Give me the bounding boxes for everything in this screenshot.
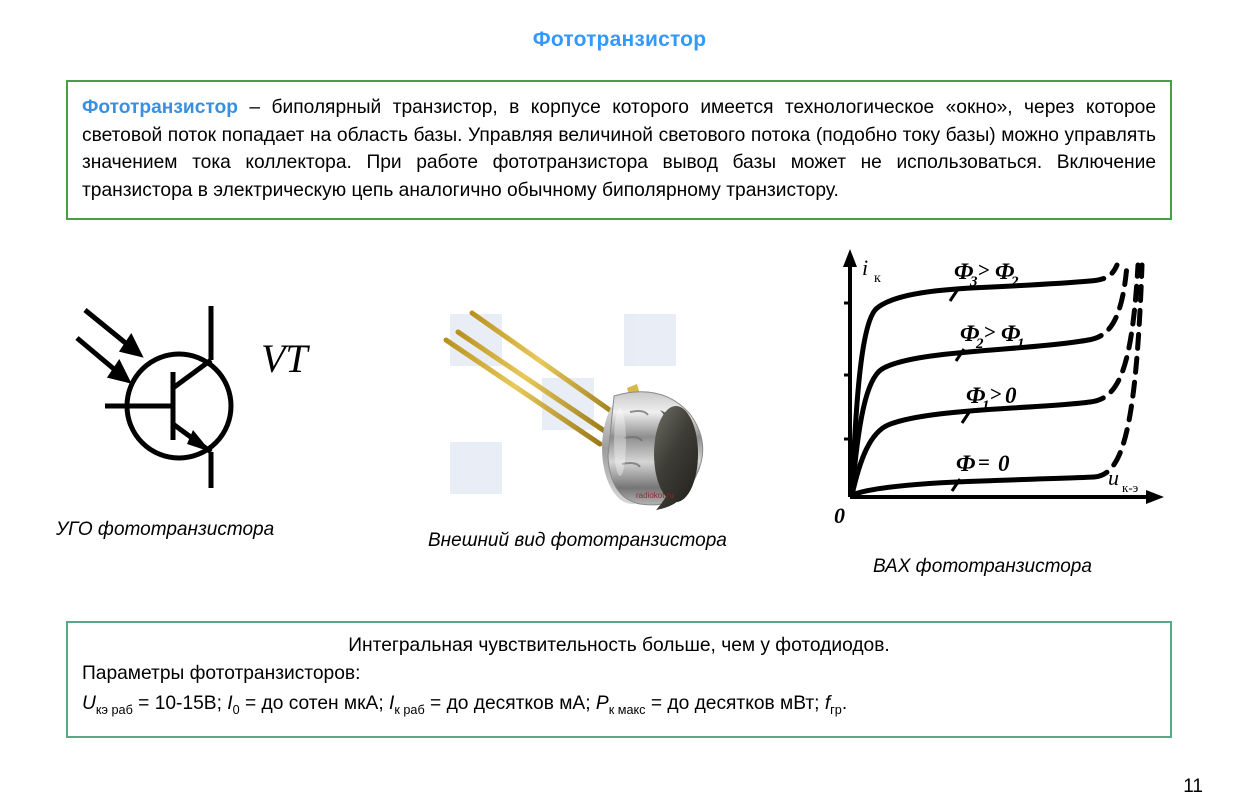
svg-text:0: 0: [1005, 383, 1017, 408]
param-p-subscript: к макс: [608, 702, 646, 717]
ugo-symbol-figure: [75, 288, 335, 493]
param-ik-subscript: к раб: [394, 702, 425, 717]
svg-text:к: к: [874, 271, 881, 286]
param-f-value: .: [841, 693, 848, 714]
param-i0-subscript: 0: [232, 702, 240, 717]
annotation-phi0: [956, 450, 1010, 476]
collector-slant: [173, 360, 211, 388]
svg-text:u: u: [1108, 465, 1119, 490]
param-f-symbol: f: [824, 693, 831, 714]
param-u-symbol: U: [82, 693, 96, 714]
definition-body: – биполярный транзистор, в корпусе которого имеется технологическое «окно», через которое световой поток попадает на область базы. Управляя величиной светового потока (подобно току базы) можно управлять значением тока коллектора. При работе фототранзистора вывод базы может не использоваться. Включение транзистора в электрическую цепь аналогично обычному биполярному транзистору.: [82, 97, 1156, 201]
page-number: 11: [1183, 776, 1203, 797]
y-axis-arrow: [843, 249, 857, 267]
param-u-value: = 10-15В;: [132, 693, 228, 714]
parameters-box: [66, 621, 1172, 738]
svg-text:=: =: [978, 450, 990, 474]
transistor-photo-svg: [424, 292, 724, 510]
y-axis-label: [862, 255, 881, 286]
definition-box: [66, 80, 1172, 220]
vax-chart-svg: [832, 243, 1172, 533]
origin-label: 0: [834, 503, 845, 528]
svg-text:к-э: к-э: [1122, 480, 1139, 495]
curve-phi3-breakdown: [1090, 265, 1117, 281]
photo-watermark-url: radiokot.ru: [636, 491, 674, 500]
curve-phi1-breakdown: [1090, 265, 1138, 402]
params-headline: Интегральная чувствительность больше, чем у фотодиодов.: [348, 635, 890, 656]
light-arrow-icon: [77, 310, 139, 380]
curve-phi2-breakdown: [1088, 265, 1127, 340]
x-axis-arrow: [1146, 490, 1164, 504]
svg-text:Ф: Ф: [960, 321, 980, 346]
param-ik-symbol: I: [388, 693, 395, 714]
svg-text:>: >: [984, 320, 996, 344]
vax-caption: ВАХ фототранзистора: [873, 556, 1092, 577]
ugo-symbol-svg: [75, 288, 335, 493]
curve-phi0: [852, 477, 1094, 495]
param-u-subscript: кэ раб: [95, 702, 133, 717]
svg-text:Ф: Ф: [995, 259, 1015, 284]
param-p-symbol: P: [595, 693, 609, 714]
ugo-label: VT: [261, 336, 308, 381]
svg-text:Ф: Ф: [1001, 321, 1021, 346]
svg-text:3: 3: [970, 274, 978, 290]
svg-text:i: i: [862, 255, 869, 280]
vax-chart-figure: [832, 243, 1172, 533]
svg-text:>: >: [990, 382, 1002, 406]
definition-text: [82, 94, 1156, 204]
svg-text:Ф: Ф: [966, 383, 986, 408]
params-subtitle: Параметры фототранзисторов:: [82, 663, 361, 684]
can-highlight: [614, 408, 626, 476]
svg-text:Ф: Ф: [954, 259, 974, 284]
svg-text:1: 1: [1017, 336, 1025, 352]
emitter-arrowhead: [187, 430, 211, 452]
definition-term: Фототранзистор: [82, 97, 238, 118]
svg-text:Ф: Ф: [956, 451, 976, 476]
params-values: [82, 689, 1156, 719]
param-i0-symbol: I: [227, 693, 233, 714]
svg-text:>: >: [978, 258, 990, 282]
svg-text:2: 2: [976, 336, 984, 352]
transistor-photo-figure: [424, 292, 724, 510]
x-axis-label: [1108, 465, 1139, 495]
page-title: Фототранзистор: [532, 28, 707, 51]
can-window: [654, 406, 698, 502]
svg-text:2: 2: [1011, 274, 1019, 290]
param-p-value: = до десятков мВт;: [645, 693, 825, 714]
param-f-subscript: гр: [830, 702, 842, 717]
param-i0-value: = до сотен мкА;: [239, 693, 389, 714]
param-ik-value: = до десятков мА;: [424, 693, 596, 714]
photo-caption: Внешний вид фототранзистора: [428, 530, 727, 551]
svg-text:1: 1: [982, 398, 990, 414]
svg-text:0: 0: [998, 451, 1010, 476]
ugo-caption: УГО фототранзистора: [56, 519, 275, 540]
